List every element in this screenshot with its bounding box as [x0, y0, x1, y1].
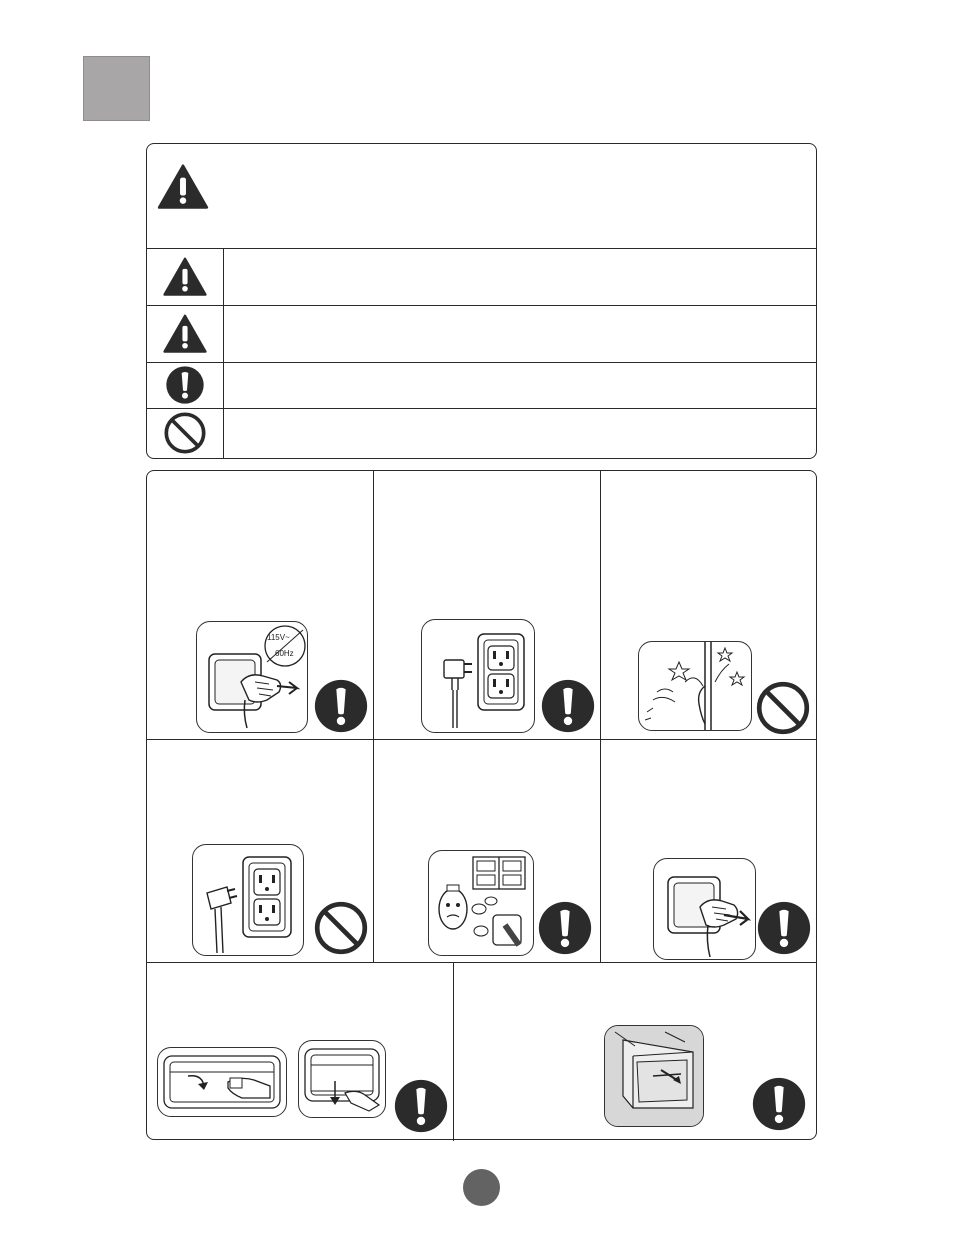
- mandatory-exclamation-icon: [313, 678, 369, 734]
- instruction-cell-2: [374, 471, 600, 739]
- mandatory-exclamation-icon: [159, 362, 211, 408]
- frequency-label: 60Hz: [275, 649, 294, 658]
- voltage-label: 115V~: [267, 633, 290, 642]
- prohibited-circle-icon: [159, 408, 211, 458]
- grounded-outlet-three-prong-plug-illustration: [421, 619, 535, 733]
- unplug-by-hand-illustration: [653, 858, 756, 960]
- mandatory-exclamation-icon: [751, 1076, 807, 1132]
- prohibited-circle-icon: [313, 900, 369, 956]
- safety-instructions-grid: [146, 470, 817, 1140]
- warning-triangle-icon: [157, 164, 209, 210]
- mandatory-exclamation-icon: [540, 678, 596, 734]
- warning-triangle-icon: [159, 305, 211, 362]
- pinched-cord-sparks-illustration: [638, 641, 752, 731]
- remove-shelf-cover-step-2-illustration: [298, 1040, 386, 1118]
- mandatory-exclamation-icon: [756, 900, 812, 956]
- instruction-cell-1: [147, 471, 373, 739]
- instruction-cell-3: [601, 471, 817, 739]
- instruction-cell-7: [147, 963, 453, 1141]
- mandatory-exclamation-icon: [537, 900, 593, 956]
- safety-symbols-legend: [146, 143, 817, 459]
- drawer-removal-illustration: [604, 1025, 704, 1127]
- chapter-tab: [83, 56, 150, 121]
- gas-leak-ventilate-illustration: [428, 850, 534, 956]
- outlet-prong-removal-illustration: [192, 844, 304, 956]
- mandatory-exclamation-icon: [393, 1078, 449, 1134]
- instruction-cell-6: [601, 740, 817, 962]
- prohibited-circle-icon: [755, 680, 811, 736]
- instruction-cell-5: [374, 740, 600, 962]
- page-number-badge: [463, 1169, 500, 1206]
- instruction-cell-4: [147, 740, 373, 962]
- instruction-cell-8: [454, 963, 817, 1141]
- warning-triangle-icon: [159, 248, 211, 305]
- plug-into-outlet-115v-60hz-illustration: [196, 621, 308, 733]
- remove-shelf-cover-illustration: [157, 1047, 287, 1117]
